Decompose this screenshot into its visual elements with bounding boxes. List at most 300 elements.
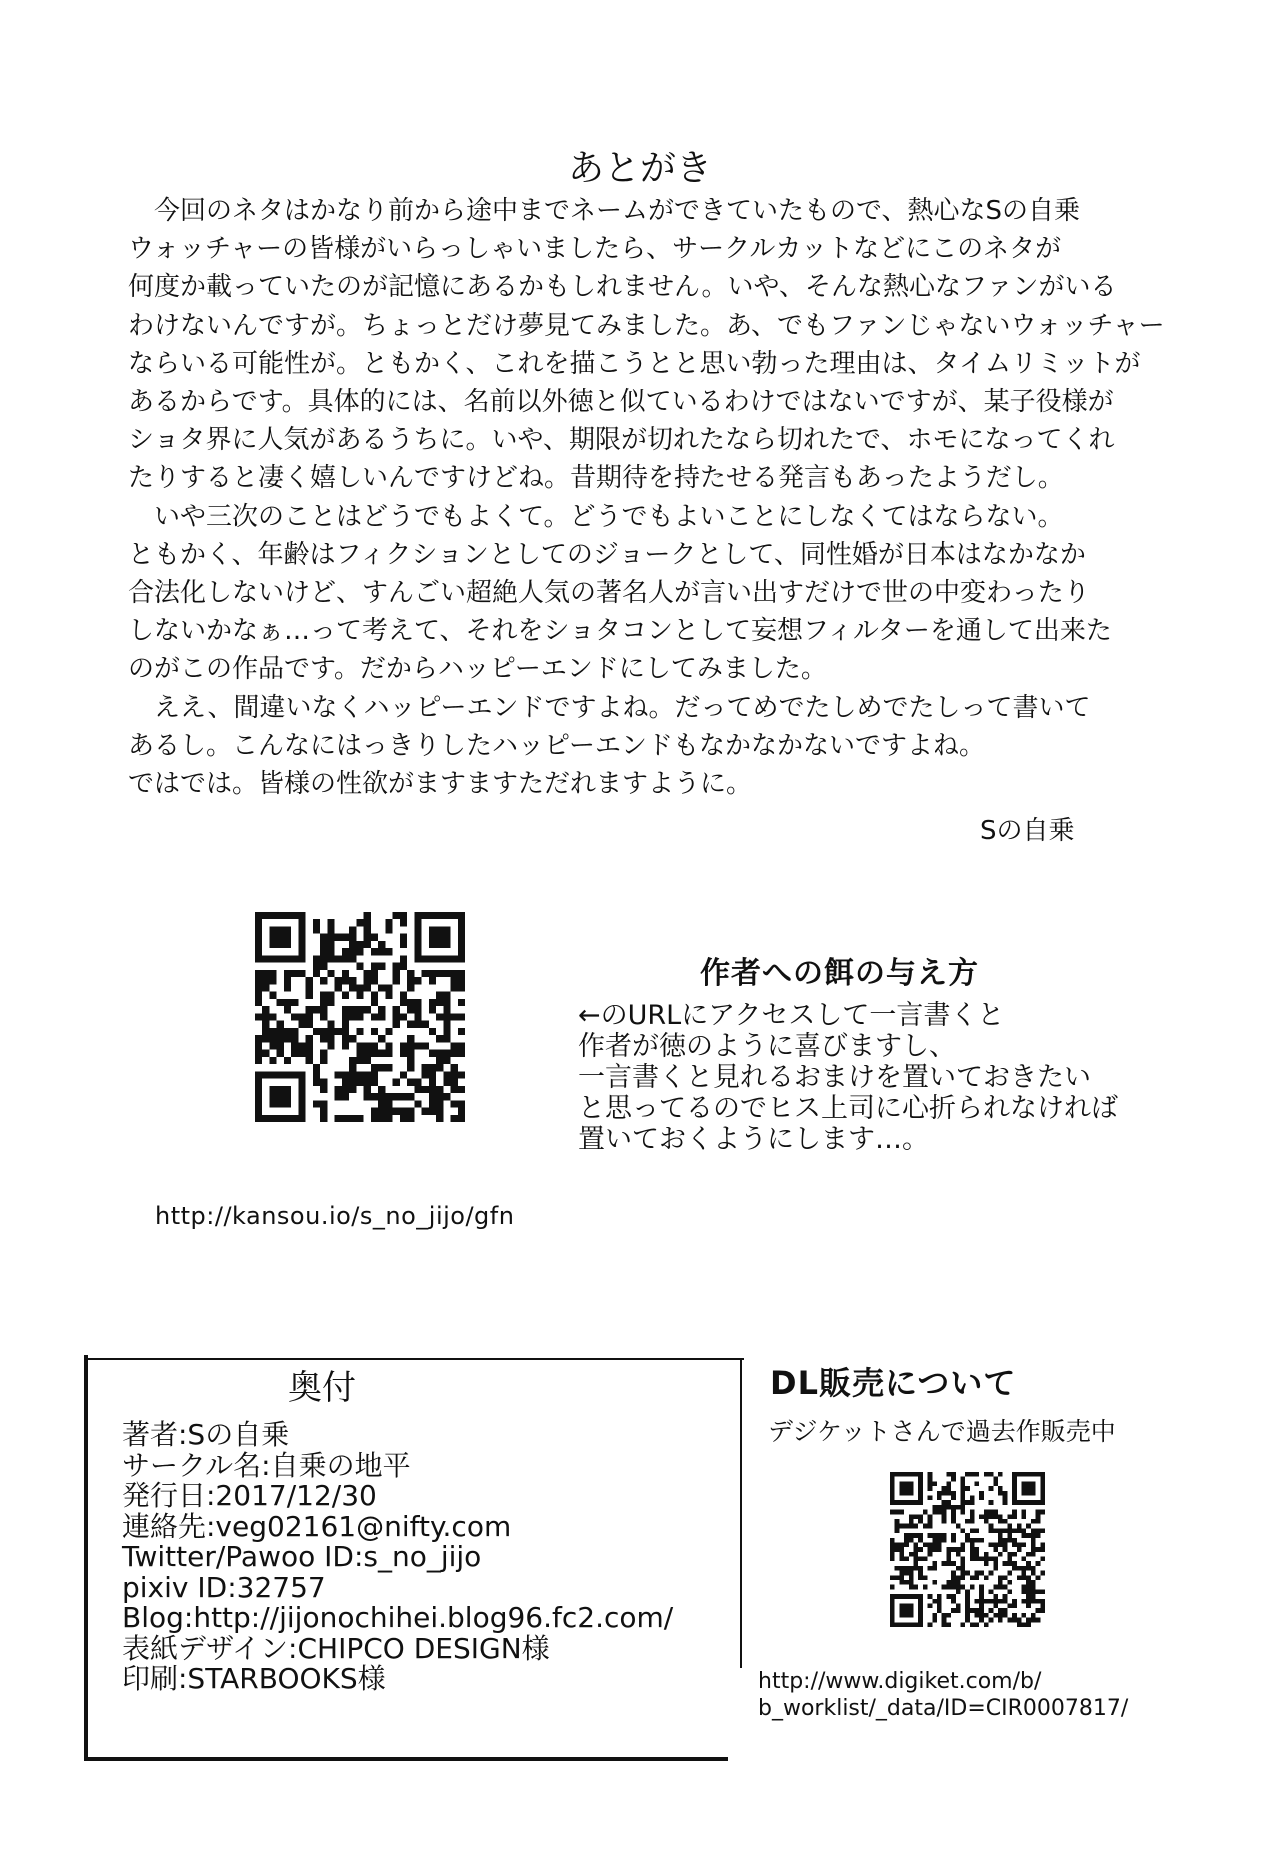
qr-module	[890, 1599, 895, 1604]
qr-module	[965, 1589, 970, 1594]
qr-module	[899, 1500, 904, 1505]
qr-module	[342, 970, 349, 977]
qr-module	[277, 912, 284, 919]
qr-module	[932, 1618, 937, 1623]
qr-module	[909, 1524, 914, 1529]
qr-module	[306, 1013, 313, 1020]
qr-module	[899, 1608, 904, 1613]
qr-module	[407, 999, 414, 1006]
qr-module	[284, 1071, 291, 1078]
qr-module	[946, 1472, 951, 1477]
qr-module	[998, 1613, 1003, 1618]
qr-module	[269, 941, 276, 948]
qr-module	[1017, 1547, 1022, 1552]
qr-module	[951, 1580, 956, 1585]
qr-module	[1031, 1528, 1036, 1533]
qr-module	[960, 1477, 965, 1482]
qr-module	[1012, 1528, 1017, 1533]
afterword-line: あるからです。具体的には、名前以外徳と似ているわけではないですが、某子役様が	[128, 387, 1114, 418]
digiket-url-line[interactable]: b_worklist/_data/ID=CIR0007817/	[758, 1696, 1129, 1721]
qr-module	[918, 1613, 923, 1618]
qr-module	[1031, 1542, 1036, 1547]
qr-module	[1040, 1486, 1045, 1491]
qr-module	[1040, 1528, 1045, 1533]
qr-module	[937, 1491, 942, 1496]
qr-module	[298, 1071, 305, 1078]
qr-module	[458, 948, 465, 955]
qr-module	[890, 1608, 895, 1613]
digiket-url-line[interactable]: http://www.digiket.com/b/	[758, 1669, 1042, 1694]
qr-module	[1022, 1585, 1027, 1590]
qr-module	[895, 1594, 900, 1599]
qr-module	[932, 1599, 937, 1604]
qr-module	[342, 934, 349, 941]
qr-code-icon[interactable]	[255, 912, 465, 1122]
qr-module	[979, 1538, 984, 1543]
qr-module	[890, 1542, 895, 1547]
qr-module	[1022, 1613, 1027, 1618]
qr-module	[349, 1013, 356, 1020]
qr-module	[1003, 1575, 1008, 1580]
qr-module	[904, 1542, 909, 1547]
qr-module	[1040, 1547, 1045, 1552]
qr-module	[1012, 1604, 1017, 1609]
qr-module	[364, 1079, 371, 1086]
qr-module	[913, 1594, 918, 1599]
qr-module	[909, 1594, 914, 1599]
qr-module	[1017, 1528, 1022, 1533]
qr-module	[306, 984, 313, 991]
qr-module	[443, 941, 450, 948]
qr-module	[393, 963, 400, 970]
qr-module	[956, 1589, 961, 1594]
qr-module	[429, 1028, 436, 1035]
qr-module	[975, 1613, 980, 1618]
qr-module	[298, 1115, 305, 1122]
qr-module	[255, 934, 262, 941]
qr-module	[989, 1618, 994, 1623]
qr-module	[928, 1594, 933, 1599]
qr-module	[904, 1608, 909, 1613]
qr-module	[895, 1622, 900, 1627]
qr-module	[984, 1599, 989, 1604]
qr-module	[443, 1035, 450, 1042]
qr-module	[356, 1079, 363, 1086]
qr-module	[932, 1510, 937, 1515]
qr-module	[970, 1608, 975, 1613]
qr-module	[989, 1486, 994, 1491]
qr-module	[313, 963, 320, 970]
qr-module	[364, 1050, 371, 1057]
qr-module	[937, 1542, 942, 1547]
qr-module	[429, 955, 436, 962]
colophon-item: 表紙デザイン:CHIPCO DESIGN様	[122, 1631, 550, 1665]
qr-module	[899, 1491, 904, 1496]
qr-module	[1026, 1552, 1031, 1557]
qr-module	[298, 912, 305, 919]
qr-module	[269, 977, 276, 984]
qr-module	[443, 992, 450, 999]
qr-module	[400, 912, 407, 919]
qr-module	[960, 1575, 965, 1580]
qr-module	[1036, 1561, 1041, 1566]
qr-module	[436, 1108, 443, 1115]
qr-module	[942, 1585, 947, 1590]
qr-module	[429, 977, 436, 984]
qr-module	[407, 1064, 414, 1071]
colophon-item: 印刷:STARBOOKS様	[122, 1662, 386, 1695]
qr-module	[313, 1028, 320, 1035]
qr-module	[320, 1035, 327, 1042]
qr-module	[291, 1042, 298, 1049]
qr-module	[255, 1093, 262, 1100]
qr-module	[1040, 1599, 1045, 1604]
qr-module	[320, 1028, 327, 1035]
qr-module	[356, 963, 363, 970]
qr-module	[946, 1594, 951, 1599]
qr-module	[443, 912, 450, 919]
qr-module	[890, 1477, 895, 1482]
qr-module	[1026, 1622, 1031, 1627]
digiket-url-link[interactable]	[758, 1668, 1128, 1722]
qr-module	[1031, 1552, 1036, 1557]
qr-module	[284, 984, 291, 991]
qr-module	[407, 970, 414, 977]
qr-module	[956, 1604, 961, 1609]
qr-module	[262, 912, 269, 919]
qr-module	[928, 1552, 933, 1557]
afterword-title: あとがき	[567, 148, 712, 189]
qr-module	[984, 1622, 989, 1627]
qr-module	[937, 1495, 942, 1500]
qr-module	[1003, 1561, 1008, 1566]
qr-module	[909, 1533, 914, 1538]
qr-module	[895, 1524, 900, 1529]
qr-module	[371, 999, 378, 1006]
qr-module	[284, 941, 291, 948]
qr-module	[975, 1571, 980, 1576]
qr-module	[277, 1071, 284, 1078]
qr-module	[1003, 1585, 1008, 1590]
qr-module	[984, 1575, 989, 1580]
qr-module	[284, 1035, 291, 1042]
qr-module	[451, 1086, 458, 1093]
qr-module	[298, 1093, 305, 1100]
qr-module	[918, 1481, 923, 1486]
qr-module	[1022, 1589, 1027, 1594]
qr-module	[414, 1006, 421, 1013]
feedback-line: 一言書くと見れるおまけを置いておきたい	[578, 1062, 1091, 1093]
afterword-line: 何度か載っていたのが記憶にあるかもしれません。いや、そんな熱心なファンがいる	[128, 272, 1117, 303]
qr-module	[407, 1093, 414, 1100]
qr-module	[277, 999, 284, 1006]
qr-module	[1012, 1552, 1017, 1557]
qr-module	[443, 1057, 450, 1064]
colophon-divider	[740, 1358, 742, 1668]
qr-module	[429, 912, 436, 919]
qr-module	[313, 1100, 320, 1107]
qr-module	[371, 1042, 378, 1049]
qr-module	[1036, 1599, 1041, 1604]
qr-module	[970, 1557, 975, 1562]
qr-module	[909, 1613, 914, 1618]
qr-module	[909, 1514, 914, 1519]
qr-module	[443, 1050, 450, 1057]
qr-module	[277, 1093, 284, 1100]
qr-module	[364, 1042, 371, 1049]
qr-module	[342, 1028, 349, 1035]
qr-module	[335, 984, 342, 991]
qr-module	[942, 1618, 947, 1623]
qr-module	[378, 963, 385, 970]
qr-module	[951, 1533, 956, 1538]
qr-module	[923, 1510, 928, 1515]
qr-module	[946, 1585, 951, 1590]
qr-module	[989, 1472, 994, 1477]
qr-module	[937, 1505, 942, 1510]
qr-module	[436, 1050, 443, 1057]
feedback-title: 作者への餌の与え方	[700, 956, 979, 991]
qr-module	[443, 934, 450, 941]
qr-module	[349, 1006, 356, 1013]
qr-module	[429, 1006, 436, 1013]
qr-module	[899, 1472, 904, 1477]
qr-module	[993, 1599, 998, 1604]
qr-module	[277, 1042, 284, 1049]
qr-module	[960, 1500, 965, 1505]
qr-module	[436, 1093, 443, 1100]
qr-module	[965, 1538, 970, 1543]
qr-module	[458, 955, 465, 962]
qr-module	[942, 1519, 947, 1524]
qr-module	[342, 1035, 349, 1042]
qr-module	[400, 934, 407, 941]
qr-module	[942, 1491, 947, 1496]
qr-module	[928, 1604, 933, 1609]
qr-module	[1022, 1481, 1027, 1486]
qr-module	[993, 1566, 998, 1571]
qr-module	[890, 1486, 895, 1491]
qr-module	[277, 934, 284, 941]
qr-module	[269, 1071, 276, 1078]
qr-module	[298, 1021, 305, 1028]
qr-module	[284, 977, 291, 984]
qr-module	[414, 1086, 421, 1093]
qr-module	[1017, 1500, 1022, 1505]
qr-module	[998, 1491, 1003, 1496]
qr-module	[458, 1108, 465, 1115]
qr-module	[385, 1042, 392, 1049]
qr-module	[975, 1557, 980, 1562]
qr-module	[1040, 1472, 1045, 1477]
qr-module	[429, 941, 436, 948]
qr-module	[429, 1108, 436, 1115]
qr-module	[320, 1057, 327, 1064]
qr-module	[1026, 1575, 1031, 1580]
qr-module	[890, 1500, 895, 1505]
qr-module	[913, 1622, 918, 1627]
qr-module	[1040, 1542, 1045, 1547]
qr-module	[1012, 1618, 1017, 1623]
qr-module	[904, 1472, 909, 1477]
qr-module	[1022, 1571, 1027, 1576]
qr-module	[320, 992, 327, 999]
qr-module	[284, 1100, 291, 1107]
qr-module	[904, 1524, 909, 1529]
qr-module	[960, 1542, 965, 1547]
qr-module	[960, 1528, 965, 1533]
qr-module	[327, 955, 334, 962]
qr-module	[932, 1547, 937, 1552]
qr-module	[414, 912, 421, 919]
qr-module	[284, 1028, 291, 1035]
qr-module	[1036, 1528, 1041, 1533]
qr-module	[385, 984, 392, 991]
qr-module	[436, 1100, 443, 1107]
qr-module	[895, 1547, 900, 1552]
qr-module	[979, 1604, 984, 1609]
qr-module	[349, 941, 356, 948]
qr-module	[378, 1115, 385, 1122]
qr-module	[1026, 1618, 1031, 1623]
qr-module	[371, 1050, 378, 1057]
qr-module	[349, 926, 356, 933]
qr-module	[1040, 1500, 1045, 1505]
qr-module	[1017, 1524, 1022, 1529]
qr-module	[1022, 1528, 1027, 1533]
qr-module	[320, 1108, 327, 1115]
qr-module	[458, 1115, 465, 1122]
qr-module	[913, 1585, 918, 1590]
qr-module	[284, 1006, 291, 1013]
qr-module	[335, 1028, 342, 1035]
qr-module	[349, 934, 356, 941]
qr-module	[1036, 1514, 1041, 1519]
qr-module	[913, 1547, 918, 1552]
qr-module	[942, 1561, 947, 1566]
qr-module	[965, 1599, 970, 1604]
qr-module	[364, 984, 371, 991]
qr-module	[989, 1500, 994, 1505]
qr-module	[904, 1566, 909, 1571]
qr-module	[942, 1538, 947, 1543]
qr-module	[1040, 1589, 1045, 1594]
qr-module	[342, 948, 349, 955]
qr-module	[918, 1604, 923, 1609]
qr-module	[335, 1115, 342, 1122]
qr-module	[965, 1486, 970, 1491]
qr-module	[458, 970, 465, 977]
qr-module	[998, 1533, 1003, 1538]
qr-module	[385, 992, 392, 999]
qr-module	[960, 1585, 965, 1590]
qr-module	[313, 1071, 320, 1078]
qr-module	[306, 1035, 313, 1042]
qr-module	[979, 1491, 984, 1496]
qr-module	[443, 1021, 450, 1028]
qr-module	[277, 1021, 284, 1028]
qr-module	[913, 1472, 918, 1477]
qr-code-icon[interactable]	[890, 1472, 1045, 1627]
qr-module	[436, 999, 443, 1006]
qr-module	[451, 1115, 458, 1122]
qr-module	[1003, 1608, 1008, 1613]
qr-module	[255, 941, 262, 948]
qr-module	[1003, 1500, 1008, 1505]
qr-module	[918, 1608, 923, 1613]
qr-module	[458, 941, 465, 948]
qr-module	[400, 1042, 407, 1049]
qr-module	[393, 1093, 400, 1100]
qr-module	[349, 955, 356, 962]
qr-module	[1007, 1552, 1012, 1557]
qr-module	[909, 1575, 914, 1580]
qr-module	[998, 1514, 1003, 1519]
qr-module	[451, 1071, 458, 1078]
colophon-item: Twitter/Pawoo ID:s_no_jijo	[122, 1540, 482, 1573]
qr-module	[970, 1514, 975, 1519]
qr-module	[342, 1079, 349, 1086]
qr-module	[284, 955, 291, 962]
qr-module	[960, 1486, 965, 1491]
qr-module	[400, 955, 407, 962]
colophon-item: pixiv ID:32757	[122, 1570, 326, 1604]
qr-module	[1031, 1533, 1036, 1538]
dl-sales-title: DL販売について	[770, 1364, 1017, 1402]
kansou-url-link[interactable]: http://kansou.io/s_no_jijo/gfn	[155, 1202, 515, 1230]
qr-module	[984, 1613, 989, 1618]
qr-module	[1022, 1514, 1027, 1519]
qr-module	[371, 1115, 378, 1122]
qr-module	[327, 941, 334, 948]
qr-module	[378, 1006, 385, 1013]
qr-module	[928, 1519, 933, 1524]
qr-module	[918, 1472, 923, 1477]
qr-module	[277, 1028, 284, 1035]
qr-module	[313, 919, 320, 926]
qr-module	[904, 1622, 909, 1627]
qr-module	[364, 977, 371, 984]
qr-module	[342, 1071, 349, 1078]
qr-module	[975, 1481, 980, 1486]
qr-module	[327, 934, 334, 941]
qr-module	[956, 1608, 961, 1613]
qr-module	[1040, 1557, 1045, 1562]
qr-module	[407, 1115, 414, 1122]
qr-module	[393, 977, 400, 984]
qr-module	[451, 977, 458, 984]
qr-module	[960, 1491, 965, 1496]
qr-module	[932, 1613, 937, 1618]
qr-module	[349, 984, 356, 991]
qr-module	[407, 977, 414, 984]
qr-module	[895, 1500, 900, 1505]
qr-module	[342, 977, 349, 984]
qr-module	[928, 1481, 933, 1486]
qr-module	[356, 1006, 363, 1013]
qr-module	[942, 1505, 947, 1510]
qr-module	[970, 1575, 975, 1580]
qr-module	[1036, 1500, 1041, 1505]
qr-module	[998, 1618, 1003, 1623]
qr-module	[320, 999, 327, 1006]
qr-module	[989, 1542, 994, 1547]
qr-module	[909, 1538, 914, 1543]
qr-module	[385, 926, 392, 933]
qr-module	[255, 1042, 262, 1049]
qr-module	[364, 1071, 371, 1078]
qr-module	[277, 1115, 284, 1122]
